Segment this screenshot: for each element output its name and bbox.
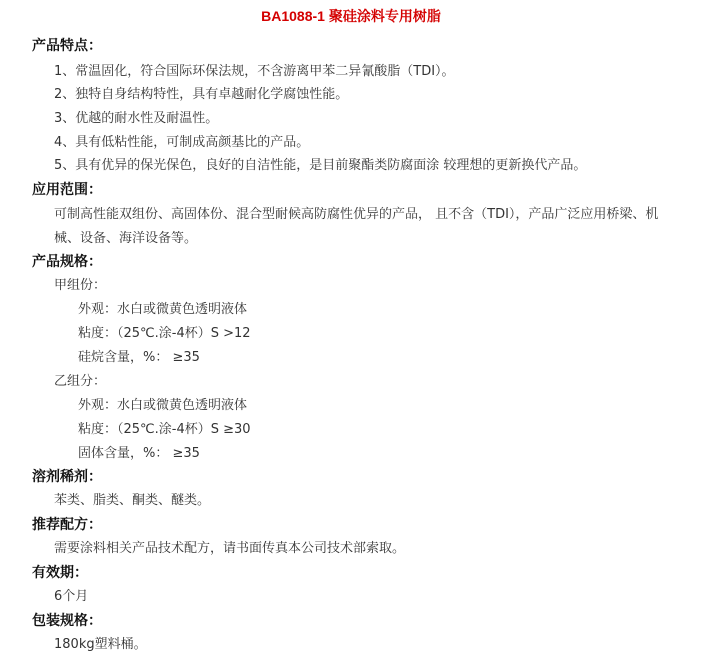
- feature-item-3: 3、优越的耐水性及耐温性。: [54, 111, 219, 126]
- part-b-viscosity: 粘度：（25℃.涂-4杯）S ≥30: [78, 422, 251, 437]
- diluent-heading: 溶剂稀剂：: [32, 469, 102, 485]
- document-title: BA1088-1 聚硅涂料专用树脂: [261, 8, 441, 24]
- packing-heading: 包装规格：: [32, 613, 102, 629]
- feature-item-5: 5、具有优异的保光保色，良好的自洁性能，是目前聚酯类防腐面涂 较理想的更新换代产品。: [54, 158, 587, 173]
- scope-heading: 应用范围：: [32, 182, 102, 198]
- part-a-silane-content: 硅烷含量，%： ≥35: [78, 350, 200, 365]
- spec-heading: 产品规格：: [32, 254, 102, 270]
- part-a-viscosity: 粘度：（25℃.涂-4杯）S >12: [78, 326, 251, 341]
- part-b-solid-content: 固体含量，%： ≥35: [78, 446, 200, 461]
- validity-heading: 有效期：: [32, 565, 88, 581]
- formula-text: 需要涂料相关产品技术配方，请书面传真本公司技术部索取。: [54, 541, 406, 556]
- validity-text: 6个月: [54, 589, 89, 604]
- features-heading: 产品特点：: [32, 38, 102, 54]
- part-a-label: 甲组份：: [54, 278, 107, 293]
- part-b-label: 乙组分：: [54, 374, 107, 389]
- feature-item-2: 2、独特自身结构特性，具有卓越耐化学腐蚀性能。: [54, 87, 349, 102]
- formula-heading: 推荐配方：: [32, 517, 102, 533]
- diluent-text: 苯类、脂类、酮类、醚类。: [54, 493, 211, 508]
- part-b-appearance: 外观：水白或微黄色透明液体: [78, 398, 248, 413]
- part-a-appearance: 外观：水白或微黄色透明液体: [78, 302, 248, 317]
- scope-text: 可制高性能双组份、高固体份、混合型耐候高防腐性优异的产品， 且不含（TDI），产品广泛应用桥梁、机械、设备、海洋设备等。: [54, 207, 659, 246]
- packing-text: 180kg塑料桶。: [54, 637, 147, 652]
- feature-item-4: 4、具有低粘性能，可制成高颜基比的产品。: [54, 135, 310, 150]
- feature-item-1: 1、常温固化，符合国际环保法规，不含游离甲苯二异氰酸脂（TDI）。: [54, 64, 455, 79]
